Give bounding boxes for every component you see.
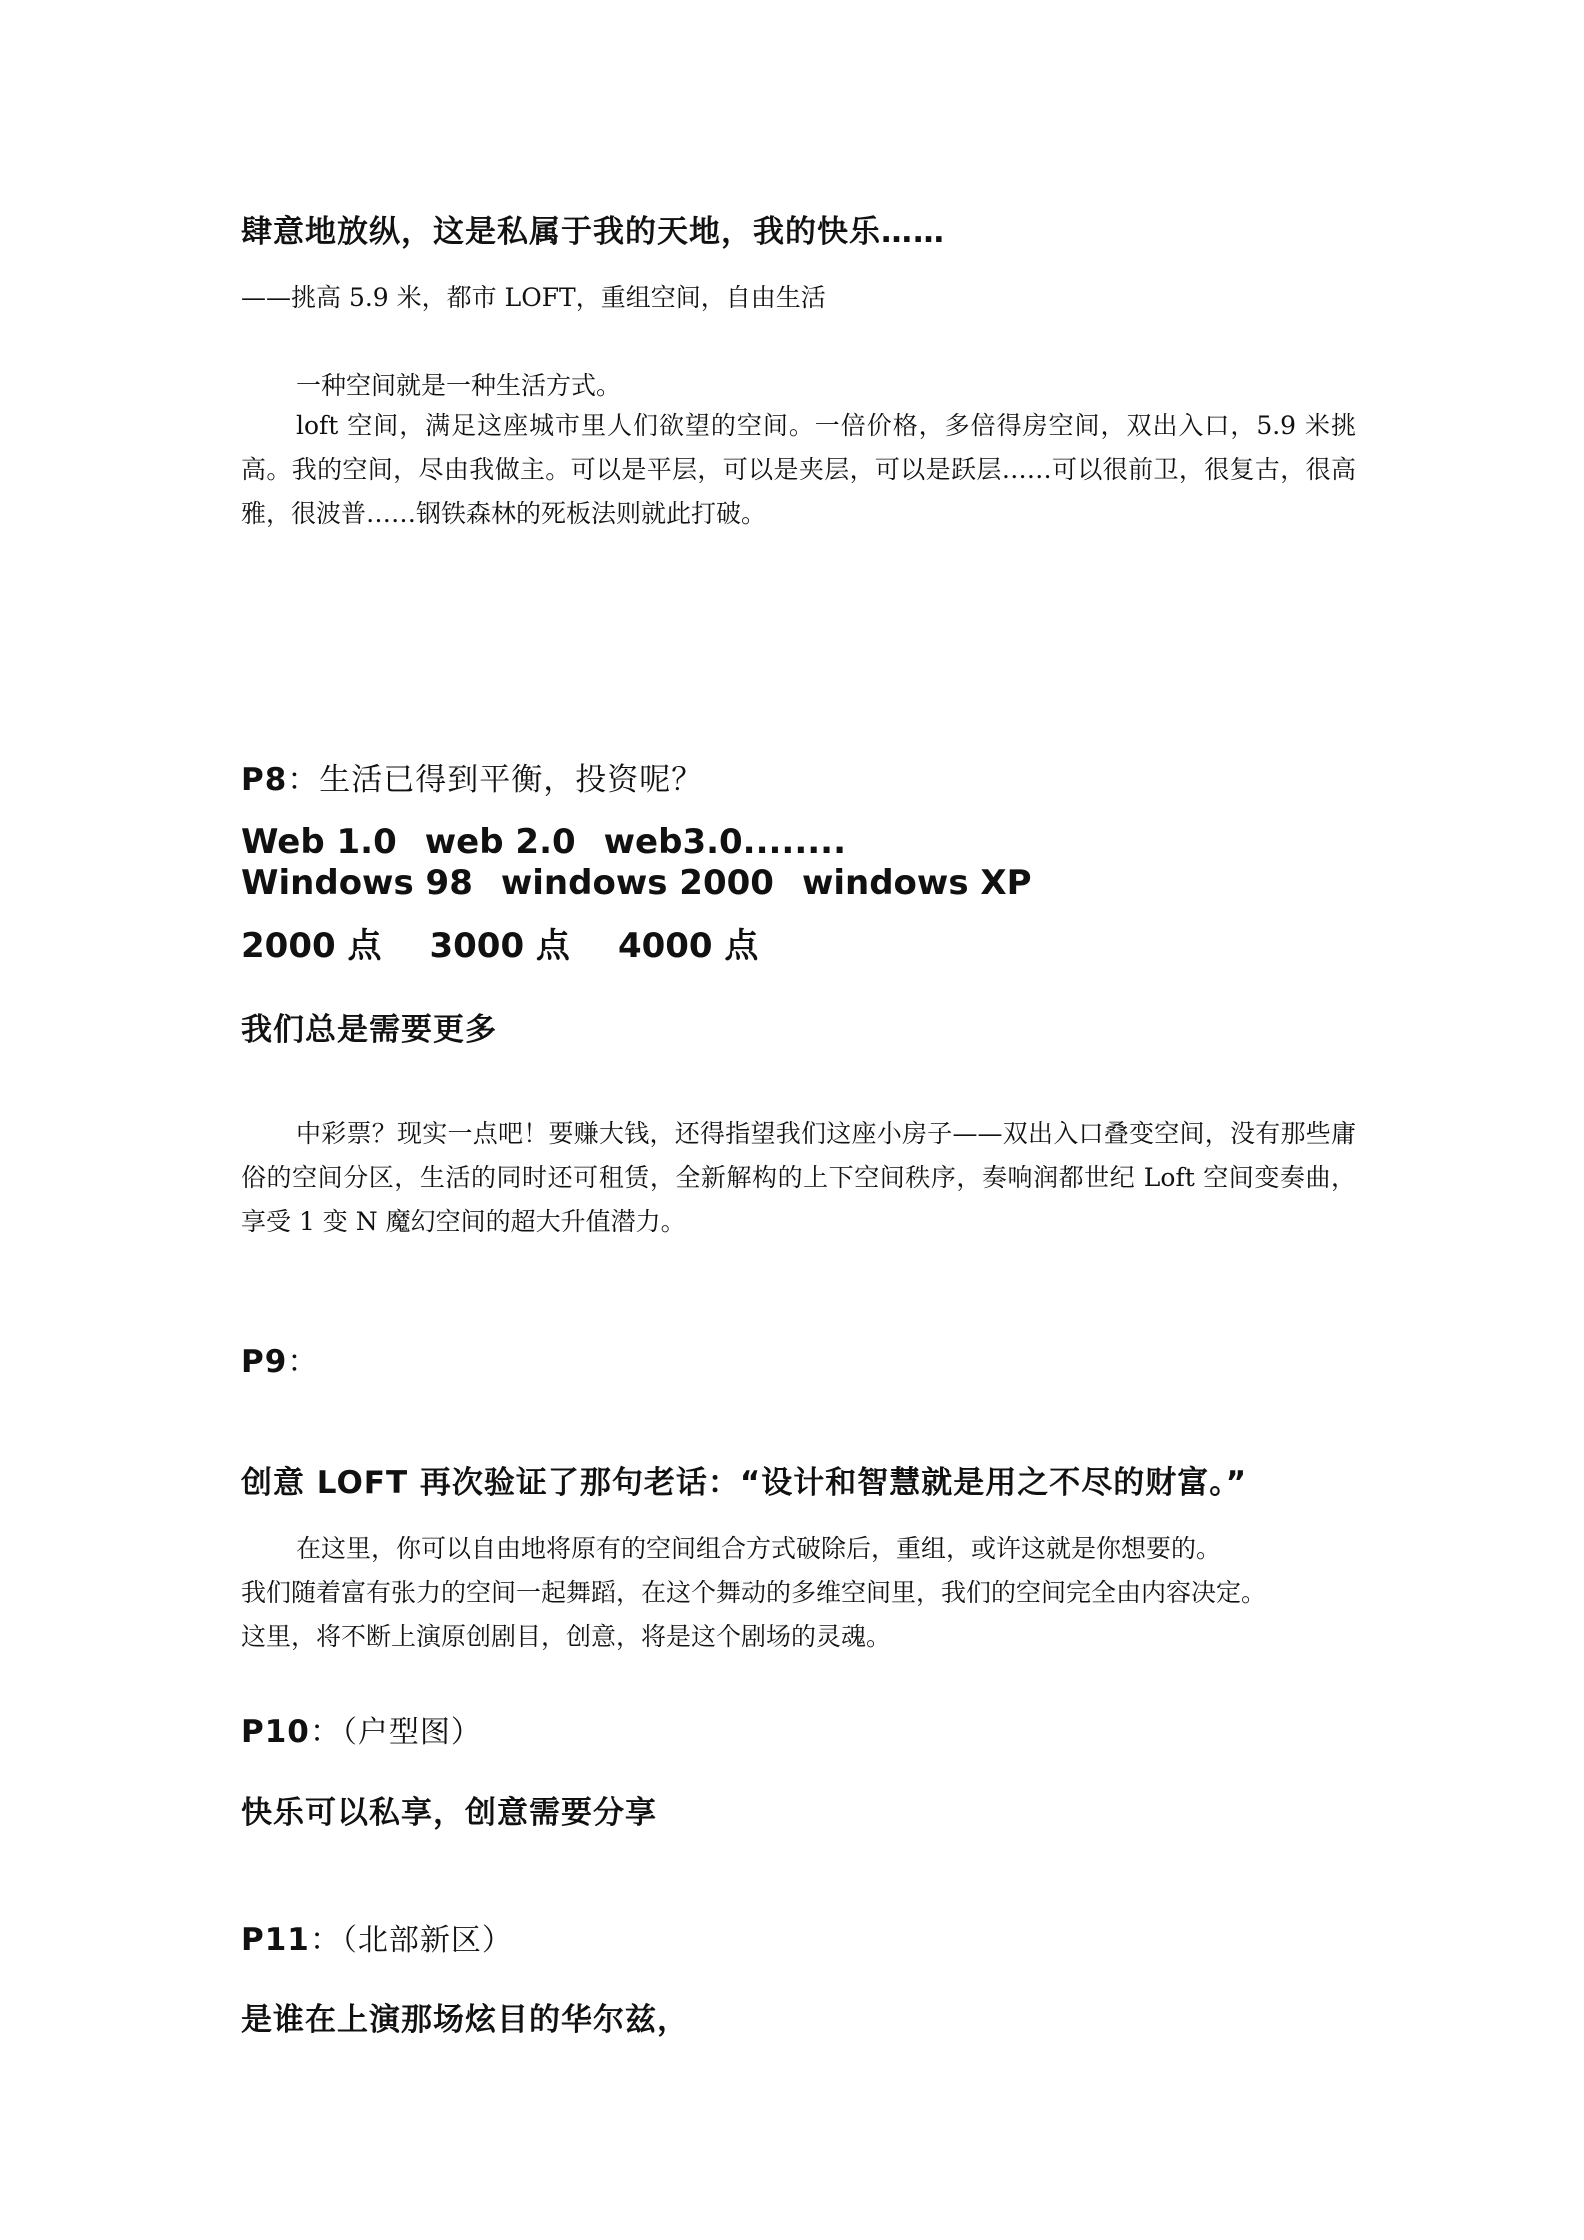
p9-label: P9 [241, 1344, 288, 1380]
p10-label: P10 [241, 1714, 310, 1750]
p8-colon: ： [287, 762, 320, 798]
p8-points-line [241, 925, 1361, 967]
p8-web-line [241, 821, 1361, 863]
p9-paragraph-line-3: 这里，将不断上演原创剧目，创意，将是这个剧场的灵魂。 [241, 1622, 892, 1651]
p11-heading [241, 1920, 1361, 1961]
windows-98: Windows 98 [241, 863, 473, 903]
section1-heading: 肆意地放纵，这是私属于我的天地，我的快乐…… [241, 214, 945, 250]
p11-tagline: 是谁在上演那场炫目的华尔兹， [241, 2002, 689, 2038]
p10-note: （户型图） [341, 1715, 482, 1750]
web-3-0: web3.0........ [603, 822, 847, 862]
p9-colon: ： [287, 1344, 320, 1380]
section1-subheading: ——挑高 5.9 米，都市 LOFT，重组空间，自由生活 [241, 283, 826, 312]
p10-tagline: 快乐可以私享，创意需要分享 [241, 1795, 657, 1831]
points-4000: 4000 点 [617, 926, 759, 966]
windows-2000: windows 2000 [500, 863, 774, 903]
p9-paragraph-line-2: 我们随着富有张力的空间一起舞蹈，在这个舞动的多维空间里，我们的空间完全由内容决定。 [241, 1578, 1267, 1607]
p9-heading-label [241, 1342, 1361, 1382]
p8-paragraph: 中彩票？现实一点吧！要赚大钱，还得指望我们这座小房子——双出入口叠变空间，没有那些庸俗的空间分区，生活的同时还可租赁，全新解构的上下空间秩序，奏响润都世纪 Loft 空间变奏曲，享受 1 变 N 魔幻空间的超大升值潜力。 [241, 1119, 1356, 1236]
p10-colon: ： [309, 1714, 342, 1750]
p8-tagline: 我们总是需要更多 [241, 1012, 497, 1048]
p9-paragraph-line-1: 在这里，你可以自由地将原有的空间组合方式破除后，重组，或许这就是你想要的。 [296, 1534, 1222, 1563]
web-2-0: web 2.0 [424, 822, 576, 862]
p8-label: P8 [241, 762, 288, 798]
p10-heading [241, 1712, 1361, 1753]
p11-colon: ： [309, 1922, 342, 1958]
p9-heading: 创意 LOFT 再次验证了那句老话：“设计和智慧就是用之不尽的财富。” [241, 1465, 1248, 1501]
p8-heading [241, 760, 1361, 800]
section1-paragraph-1: 一种空间就是一种生活方式。 [296, 371, 622, 400]
points-2000: 2000 点 [241, 926, 382, 966]
web-1-0: Web 1.0 [241, 822, 397, 862]
p11-note: （北部新区） [341, 1923, 513, 1958]
p8-windows-line [241, 862, 1361, 904]
section1-paragraph-2: loft 空间，满足这座城市里人们欲望的空间。一倍价格，多倍得房空间，双出入口，5.9 米挑高。我的空间，尽由我做主。可以是平层，可以是夹层，可以是跃层……可以很前卫，很复古，很高雅，很波普……钢铁森林的死板法则就此打破。 [241, 411, 1356, 528]
p8-title: 生活已得到平衡，投资呢？ [319, 762, 704, 798]
windows-xp: windows XP [801, 863, 1032, 903]
points-3000: 3000 点 [429, 926, 570, 966]
p11-label: P11 [241, 1922, 310, 1958]
